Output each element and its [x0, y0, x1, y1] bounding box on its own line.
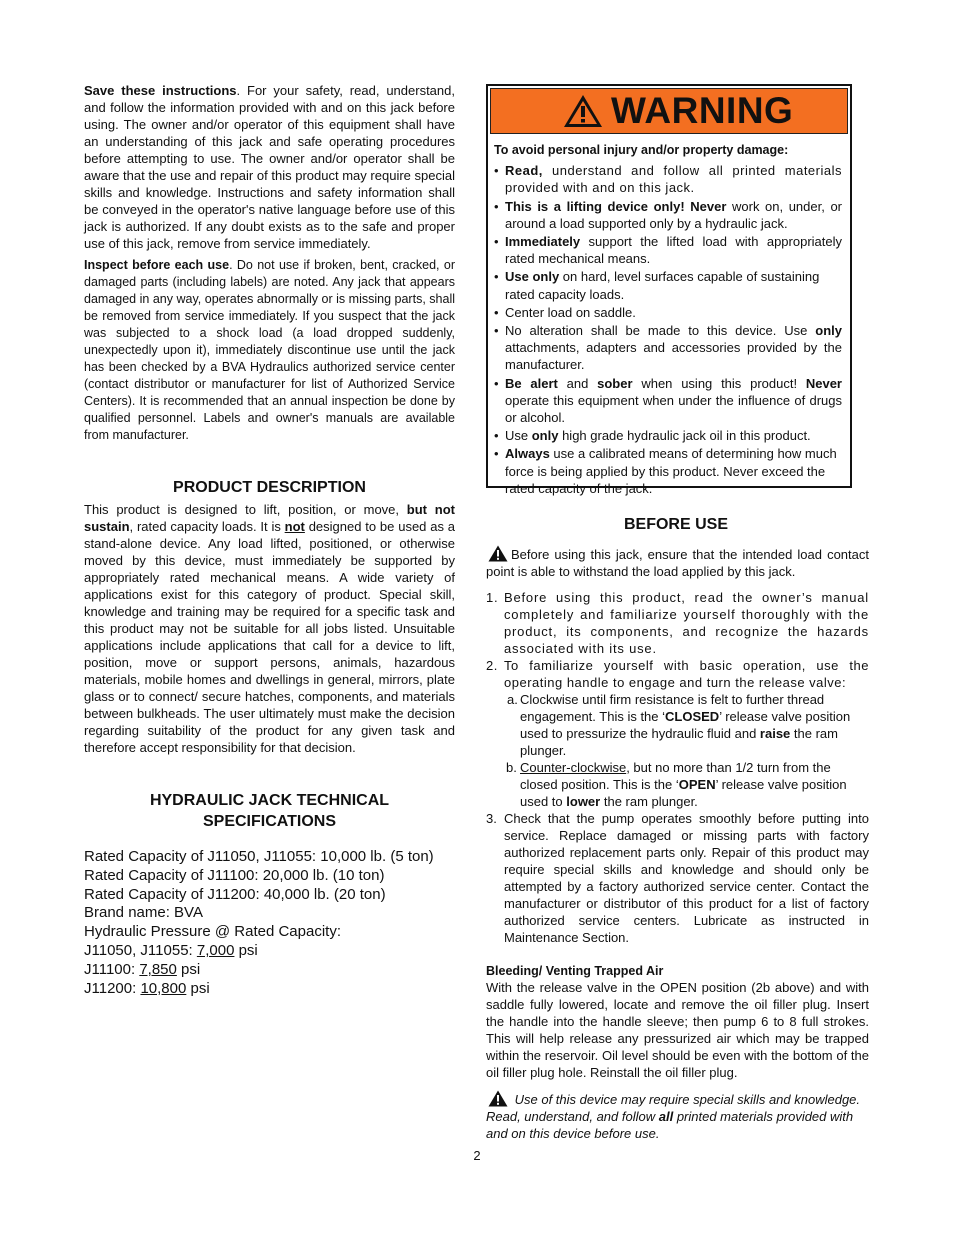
bullet-icon: • [494, 375, 499, 391]
inspect-paragraph [84, 257, 455, 444]
pd-underline-not: not [284, 519, 305, 534]
product-description-heading: PRODUCT DESCRIPTION [173, 479, 366, 496]
warning-text: Use [505, 428, 532, 444]
warning-triangle-icon [563, 94, 603, 128]
warning-text: support the lifted load with appropriately rated mechanical means. [505, 234, 842, 267]
warning-bold: Always [505, 446, 550, 462]
step-number: 3. [486, 811, 497, 826]
warning-item [494, 445, 842, 497]
warning-text: when using this product! [632, 375, 806, 391]
note-text: Use of this device may require special skills and knowledge. Read, understand, and follow [486, 1092, 861, 1124]
substep-text: the ram plunger. [520, 726, 838, 758]
substep-bold: lower [566, 794, 601, 809]
bullet-icon: • [494, 163, 499, 179]
step-text: To familiarize yourself with basic operation, use the operating handle to engage and turn the release valve: [504, 658, 869, 690]
substep-bold: OPEN [678, 777, 716, 792]
warning-title: WARNING [611, 90, 794, 131]
bleeding-heading: Bleeding/ Venting Trapped Air [486, 964, 664, 978]
page-number: 2 [473, 1148, 481, 1163]
inspect-lead: Inspect before each use [84, 258, 230, 272]
warning-header [490, 88, 848, 134]
step-item [486, 657, 869, 691]
pd-text-2: , rated capacity loads. It is [129, 519, 285, 534]
substep-text: the ram plunger. [600, 794, 698, 809]
bullet-icon: • [494, 234, 499, 250]
step-number: 1. [486, 590, 499, 605]
product-description-paragraph [84, 501, 455, 756]
spec-line: Brand name: BVA [84, 904, 203, 922]
warning-item [494, 162, 842, 196]
warning-text: on hard, level surfaces capable of sustaining rated capacity loads. [505, 269, 820, 302]
warning-body [488, 136, 850, 497]
before-use-alert-text: Before using this jack, ensure that the intended load contact point is able to withstand the load applied by this jack. [486, 547, 869, 579]
substep-text: ’ release valve position used to [520, 777, 847, 809]
substep-text: ’ release valve position used to pressurize the hydraulic fluid and [520, 709, 851, 741]
before-use-heading: BEFORE USE [623, 516, 728, 533]
bullet-icon: • [494, 446, 499, 462]
pd-text-3: designed to be used as a stand-alone device. Any load lifted, positioned, or otherwise moved by this device, must immediately be supported by appropriately rated mechanical means. A wide variety of applications exist for this category of product. Special skill, knowledge and training may be required for a specific task and this product may not be suitable for all jobs listed. Unsuitable applications include applications that call for a device to lift, position, move or support persons, animals, hazardous materials, mobile homes and dwellings in general, mirrors, plate glass or to connect/ secure hatches, components, and materials between bulkheads. The user ultimately must make the decision regarding suitability of the product for any given task and therefore accept responsibility for that decision. [84, 519, 456, 755]
warning-item [494, 322, 842, 374]
warning-bold: Read, [505, 163, 543, 179]
warning-bold: This is a lifting device only! Never [505, 198, 727, 214]
warning-bold: sober [597, 375, 633, 391]
note-text: printed materials provided with and on this device before use. [486, 1109, 854, 1141]
warning-item [494, 427, 842, 444]
specifications-heading-line-1: HYDRAULIC JACK TECHNICAL [149, 792, 390, 809]
step-item [486, 589, 869, 657]
spec-unit: psi [186, 979, 210, 997]
warning-bold: Use only [505, 269, 560, 285]
specifications-heading-line-2: SPECIFICATIONS [202, 813, 337, 830]
bullet-icon: • [494, 323, 499, 339]
bullet-icon: • [494, 304, 499, 320]
spec-pressure-line [84, 980, 455, 999]
warning-item [494, 268, 842, 302]
warning-text: operate this equipment when under the influence of drugs or alcohol. [505, 392, 842, 426]
spec-line: Rated Capacity of J11100: 20,000 lb. (10 ton) [84, 866, 385, 884]
warning-text: Center load on saddle. [505, 304, 636, 320]
warning-item [494, 304, 842, 321]
inspect-text: . Do not use if broken, bent, cracked, or damaged parts (including labels) are noted. Any jack that appears damaged in any way, operates abnormally or is missing parts, shall be removed from service immediately. If you suspect that the jack was subjected to a shock load (a load dropped suddenly, unexpectedly upon it), immediately discontinue use until the jack has been checked by a BVA Hydraulics authorized service center (contact distributor or manufacturer for list of Authorized Service Centers). It is recommended that an annual inspection be done by qualified personnel. Labels and owner's manuals are available from manufacturer. [84, 258, 455, 442]
spec-line: Rated Capacity of J11200: 40,000 lb. (20 ton) [84, 885, 386, 903]
warning-bold: only [815, 323, 842, 339]
left-column [84, 82, 455, 998]
warning-item [494, 375, 842, 427]
substep-b [486, 759, 869, 810]
warning-intro: To avoid personal injury and/or property damage: [494, 143, 789, 157]
substep-text: Clockwise until firm resistance is felt to further thread engagement. This is the ‘ [520, 692, 825, 724]
note-bold: all [658, 1109, 674, 1124]
substep-a [486, 691, 869, 759]
spec-model: J11050, J11055: [84, 941, 197, 959]
warning-item [494, 198, 842, 232]
right-column [486, 84, 869, 1142]
step-text: Check that the pump operates smoothly before putting into service. Replace damaged or missing parts with factory authorized replacement parts only. Repair of this product may require special skills and knowledge and should only be attempted by a factory authorized service center. Contact the manufacturer or distributor of this product for a list of factory authorized service centers. Lubricate as instructed in Maintenance Section. [504, 811, 869, 945]
specifications-heading [84, 790, 455, 832]
pd-text-1: This product is designed to lift, position, or move, [84, 502, 407, 517]
substep-letter: a. [507, 692, 518, 707]
warning-text: attachments, adapters and accessories provided by the manufacturer. [505, 340, 842, 373]
before-use-alert [486, 545, 869, 580]
warning-bold: Never [805, 375, 842, 391]
spec-line: Hydraulic Pressure @ Rated Capacity: [84, 923, 341, 941]
pd-bold-but-not-sustain: but not sustain [84, 502, 455, 534]
warning-bold: Immediately [505, 234, 581, 250]
warning-bold: Be alert [505, 375, 558, 391]
spec-pressure-line [84, 961, 455, 980]
bullet-icon: • [494, 198, 499, 214]
substep-text: , but no more than 1/2 turn from the closed position. This is the ‘ [520, 760, 831, 792]
step-item [486, 810, 869, 946]
spec-line: Rated Capacity of J11050, J11055: 10,000 lb. (5 ton) [84, 848, 434, 865]
spec-pressure-line [84, 942, 455, 961]
bleeding-paragraph: With the release valve in the OPEN position (2b above) and with saddle fully lowered, locate and remove the oil filler plug. Insert the handle into the handle sleeve; then pump 6 to 8 full strokes. This will help release any pressurized air which may be trapped within the reservoir. Oil level should be even with the bottom of the oil filler plug hole. Reinstall the oil filler plug. [486, 980, 869, 1080]
substep-bold: CLOSED [665, 709, 720, 724]
warning-box [486, 84, 852, 496]
warning-text: understand and follow all printed materials provided with and on this jack. [505, 163, 842, 196]
spec-model: J11100: [84, 960, 140, 978]
spec-unit: psi [176, 960, 201, 978]
bullet-icon: • [494, 269, 499, 285]
save-instructions-lead: Save these instructions [84, 83, 237, 98]
warning-text: use a calibrated means of determining how much force is being applied by this product. Never exceed the rated capacity of the jack. [505, 446, 837, 496]
spec-pressure-value: 10,800 [140, 979, 187, 997]
special-skills-note [486, 1090, 869, 1142]
warning-text: work on, under, or around a load supported only by a hydraulic jack. [505, 198, 843, 231]
warning-triangle-icon [488, 545, 508, 562]
warning-text: and [557, 375, 598, 391]
warning-bold: only [531, 428, 559, 444]
save-instructions-text: . For your safety, read, understand, and follow the information provided with and on this jack before using. The owner and/or operator of this equipment shall have an understanding of this jack and safe operating procedures before attempting to use. The owner and/or operator shall be aware that the use and repair of this product may require special skills and knowledge. Instructions and safety information shall be conveyed in the operator's native language before use of this jack is authorized. If any doubt exists as to the safe and proper use of this jack, remove from service immediately. [84, 83, 455, 251]
substep-bold: raise [759, 726, 791, 741]
substep-underline: Counter-clockwise [520, 760, 627, 775]
warning-text: high grade hydraulic jack oil in this product. [558, 428, 811, 444]
spec-pressure-value: 7,000 [196, 941, 235, 959]
warning-text: No alteration shall be made to this device. Use [505, 323, 816, 339]
step-text: Before using this product, read the owner’s manual completely and familiarize yourself thoroughly with the product, its components, and recognize the hazards associated with its use. [504, 590, 869, 656]
bullet-icon: • [494, 428, 499, 444]
spec-model: J11200: [84, 979, 141, 997]
specifications-list [84, 848, 455, 998]
warning-item [494, 233, 842, 267]
step-number: 2. [486, 658, 498, 673]
substep-letter: b. [506, 760, 517, 775]
save-instructions-paragraph [84, 82, 455, 252]
before-use-steps [486, 589, 869, 946]
spec-pressure-value: 7,850 [139, 960, 177, 978]
warning-triangle-icon [488, 1090, 508, 1107]
spec-unit: psi [234, 941, 258, 959]
